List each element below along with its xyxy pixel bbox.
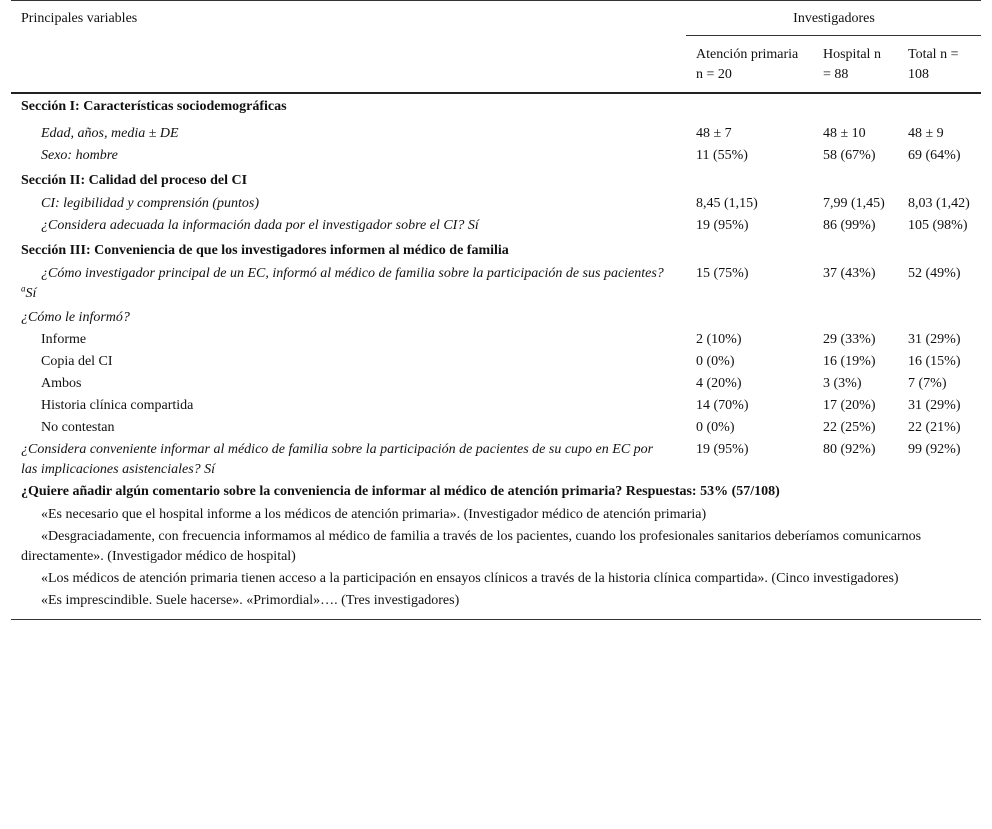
comment-text: «Desgraciadamente, con frecuencia informamos al médico de familia a través de los pacientes, cuando los profesionales sanitarios deberíamos comunicarnos directamente». (Investigador médico de hospital)	[21, 529, 922, 564]
investigadores-group-header: Investigadores	[686, 1, 981, 36]
col-atencion-primaria: Atención primaria n = 20	[686, 36, 813, 94]
cell-total: 7 (7%)	[908, 376, 947, 391]
cell-total: 16 (15%)	[908, 354, 961, 369]
cell-total: 48 ± 9	[908, 126, 944, 141]
cell-total: 22 (21%)	[908, 420, 961, 435]
cell-hosp: 58 (67%)	[823, 148, 876, 163]
footnote-marker: a	[21, 283, 26, 294]
col-hospital: Hospital n = 88	[813, 36, 898, 94]
comments-heading: ¿Quiere añadir algún comentario sobre la conveniencia de informar al médico de atención primaria? Respuestas: 53% (57/108)	[21, 484, 780, 499]
data-table-container	[11, 0, 981, 620]
cell-hosp: 3 (3%)	[823, 376, 862, 391]
table-row	[11, 192, 981, 215]
cell-total: 105 (98%)	[908, 218, 968, 233]
cell-hosp: 17 (20%)	[823, 398, 876, 413]
row-label: Historia clínica compartida	[41, 398, 194, 413]
comment-row	[11, 590, 981, 620]
comment-heading-row	[11, 481, 981, 504]
cell-ap: 0 (0%)	[696, 420, 735, 435]
cell-ap: 19 (95%)	[696, 442, 749, 457]
table-row	[11, 329, 981, 351]
row-label: Sexo: hombre	[41, 148, 118, 163]
section-row	[11, 93, 981, 118]
header-row-top	[11, 1, 981, 36]
cell-ap: 2 (10%)	[696, 332, 742, 347]
cell-ap: 48 ± 7	[696, 126, 732, 141]
table-row	[11, 215, 981, 237]
cell-total: 52 (49%)	[908, 266, 961, 281]
row-label: No contestan	[41, 420, 115, 435]
comment-row	[11, 504, 981, 526]
col-total: Total n = 108	[898, 36, 981, 94]
variables-label: Principales variables	[11, 1, 686, 94]
row-label: Edad, años, media ± DE	[41, 126, 179, 141]
cell-total: 69 (64%)	[908, 148, 961, 163]
comment-row	[11, 568, 981, 590]
comment-row	[11, 526, 981, 568]
cell-ap: 14 (70%)	[696, 398, 749, 413]
row-label: ¿Considera conveniente informar al médico de familia sobre la participación de pacientes de su cupo en EC por las implicaciones asistenciales? Sí	[21, 442, 654, 477]
row-label: Informe	[41, 332, 87, 347]
comment-text: «Los médicos de atención primaria tienen acceso a la participación en ensayos clínicos a través de la historia clínica compartida». (Cinco investigadores)	[41, 571, 899, 586]
row-label: ¿Considera adecuada la información dada por el investigador sobre el CI? Sí	[41, 218, 479, 233]
subsection-title: ¿Cómo le informó?	[21, 310, 130, 325]
cell-hosp: 86 (99%)	[823, 218, 876, 233]
cell-total: 99 (92%)	[908, 442, 961, 457]
cell-hosp: 29 (33%)	[823, 332, 876, 347]
cell-ap: 0 (0%)	[696, 354, 735, 369]
table-row	[11, 351, 981, 373]
row-label-text: ¿Cómo investigador principal de un EC, informó al médico de familia sobre la participación de sus pacientes?	[41, 266, 664, 281]
section-1-title: Sección I: Características sociodemográficas	[21, 99, 287, 114]
table-row	[11, 305, 981, 329]
cell-ap: 11 (55%)	[696, 148, 748, 163]
comment-text: «Es imprescindible. Suele hacerse». «Primordial»…. (Tres investigadores)	[11, 590, 981, 620]
cell-hosp: 22 (25%)	[823, 420, 876, 435]
table-row	[11, 145, 981, 167]
section-2-title: Sección II: Calidad del proceso del CI	[21, 173, 248, 188]
cell-hosp: 80 (92%)	[823, 442, 876, 457]
row-label: Copia del CI	[41, 354, 113, 369]
cell-total: 8,03 (1,42)	[908, 196, 970, 211]
table-row	[11, 373, 981, 395]
section-row	[11, 167, 981, 192]
cell-total: 31 (29%)	[908, 398, 961, 413]
table-row	[11, 395, 981, 417]
row-label-answer: Sí	[25, 286, 37, 301]
cell-ap: 19 (95%)	[696, 218, 749, 233]
row-label: CI: legibilidad y comprensión (puntos)	[41, 196, 260, 211]
row-label	[11, 262, 686, 305]
section-3-title: Sección III: Conveniencia de que los investigadores informen al médico de familia	[21, 243, 509, 258]
section-row	[11, 237, 981, 262]
table-row	[11, 118, 981, 145]
cell-ap: 8,45 (1,15)	[696, 196, 758, 211]
table-row	[11, 417, 981, 439]
cell-hosp: 48 ± 10	[823, 126, 866, 141]
table-row	[11, 262, 981, 305]
cell-ap: 4 (20%)	[696, 376, 742, 391]
cell-hosp: 16 (19%)	[823, 354, 876, 369]
variables-table	[11, 0, 981, 620]
cell-hosp: 37 (43%)	[823, 266, 876, 281]
cell-hosp: 7,99 (1,45)	[823, 196, 885, 211]
cell-total: 31 (29%)	[908, 332, 961, 347]
cell-ap: 15 (75%)	[696, 266, 749, 281]
row-label: Ambos	[41, 376, 82, 391]
comment-text: «Es necesario que el hospital informe a los médicos de atención primaria». (Investigador médico de atención primaria)	[41, 507, 707, 522]
table-row	[11, 439, 981, 481]
